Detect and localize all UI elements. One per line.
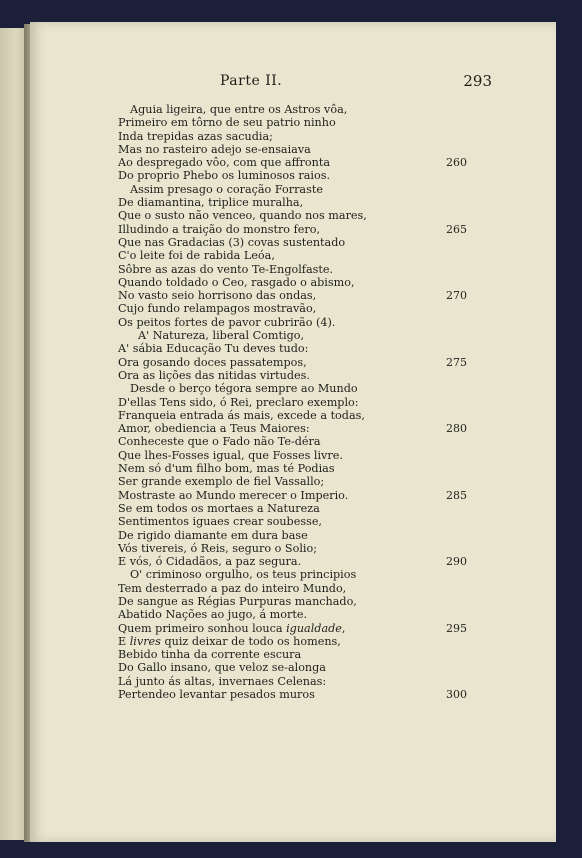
verse-line bbox=[118, 209, 538, 222]
verse-line bbox=[118, 435, 538, 448]
line-number: 280 bbox=[446, 422, 467, 436]
verse-line bbox=[118, 103, 538, 116]
verse-text: E vós, ó Cidadãos, a paz segura. bbox=[118, 555, 302, 569]
line-number: 270 bbox=[446, 289, 467, 303]
verse-line bbox=[118, 289, 538, 302]
verse-text: Do Gallo insano, que veloz se-alonga bbox=[118, 661, 326, 675]
verse-line bbox=[118, 196, 538, 209]
verse-text: De diamantina, triplice muralha, bbox=[118, 196, 304, 210]
verse-line bbox=[118, 595, 538, 608]
verse-text: E livres quiz deixar de todo os homens, bbox=[118, 634, 341, 648]
verse-line bbox=[118, 648, 538, 661]
verse-text: De rigido diamante em dura base bbox=[118, 528, 308, 542]
verse-text: Conheceste que o Fado não Te-déra bbox=[118, 435, 321, 449]
verse-text: Bebido tinha da corrente escura bbox=[118, 648, 302, 662]
verse-line bbox=[118, 169, 538, 182]
verse-text: Pertendeo levantar pesados muros bbox=[118, 688, 315, 702]
verse-line bbox=[118, 475, 538, 488]
verse-text: Desde o berço tégora sempre ao Mundo bbox=[130, 382, 358, 396]
line-number: 300 bbox=[446, 688, 467, 702]
verse-line bbox=[118, 116, 538, 129]
verse-line bbox=[118, 156, 538, 169]
verse-line bbox=[118, 382, 538, 395]
line-number: 285 bbox=[446, 488, 467, 502]
verse-line bbox=[118, 661, 538, 674]
verse-line bbox=[118, 462, 538, 475]
verse-text: Mas no rasteiro adejo se-ensaiava bbox=[118, 142, 311, 156]
running-header: Parte II. bbox=[220, 73, 283, 89]
verse-line bbox=[118, 143, 538, 156]
verse-line bbox=[118, 236, 538, 249]
verse-line bbox=[118, 489, 538, 502]
verse-text: Vós tivereis, ó Reis, seguro o Solio; bbox=[118, 541, 317, 555]
verse-text: C'o leite foi de rabida Leóa, bbox=[118, 249, 275, 263]
verse-text: Assim presago o coração Forraste bbox=[130, 182, 323, 196]
verse-line bbox=[118, 130, 538, 143]
verse-text: Os peitos fortes de pavor cubrirão (4). bbox=[118, 315, 336, 329]
verse-text: Do proprio Phebo os luminosos raios. bbox=[118, 169, 331, 183]
verse-line bbox=[118, 369, 538, 382]
verse-text: Aguia ligeira, que entre os Astros vôa, bbox=[130, 103, 348, 116]
verse-line bbox=[118, 688, 538, 701]
verse-text: Cujo fundo relampagos mostravão, bbox=[118, 302, 317, 316]
verse-line bbox=[118, 316, 538, 329]
verse-line bbox=[118, 422, 538, 435]
verse-text: Que o susto não venceo, quando nos mares, bbox=[118, 209, 367, 223]
verse-text: Ser grande exemplo de fiel Vassallo; bbox=[118, 475, 325, 489]
verse-line bbox=[118, 529, 538, 542]
verse-text: Primeiro em tôrno de seu patrio ninho bbox=[118, 116, 336, 130]
verse-line bbox=[118, 183, 538, 196]
line-number: 290 bbox=[446, 555, 467, 569]
verse-text: De sangue as Régias Purpuras manchado, bbox=[118, 594, 357, 608]
verse-line bbox=[118, 342, 538, 355]
verse-text: Ao despregado vôo, com que affronta bbox=[118, 156, 330, 170]
verse-line bbox=[118, 263, 538, 276]
page-number: 293 bbox=[463, 72, 492, 90]
verse-line bbox=[118, 635, 538, 648]
verse-line bbox=[118, 276, 538, 289]
verse-text: Abatido Nações ao jugo, á morte. bbox=[118, 608, 308, 622]
line-number: 275 bbox=[446, 355, 467, 369]
verse-text: A' Natureza, liberal Comtigo, bbox=[138, 329, 305, 343]
verse-line bbox=[118, 356, 538, 369]
verse-text: A' sábia Educação Tu deves tudo: bbox=[118, 342, 309, 356]
verse-text: Quem primeiro sonhou louca igualdade, bbox=[118, 621, 346, 635]
verse-text: Que lhes-Fosses igual, que Fosses livre. bbox=[118, 448, 343, 462]
line-number: 265 bbox=[446, 222, 467, 236]
verse-line bbox=[118, 622, 538, 635]
verse-line bbox=[118, 515, 538, 528]
verse-line bbox=[118, 582, 538, 595]
verse-text: Que nas Gradacias (3) covas sustentado bbox=[118, 235, 346, 249]
verse-text: Tem desterrado a paz do inteiro Mundo, bbox=[118, 581, 347, 595]
verse-text: Sentimentos iguaes crear soubesse, bbox=[118, 515, 322, 529]
verse-line bbox=[118, 542, 538, 555]
verse-line bbox=[118, 249, 538, 262]
verse-block bbox=[118, 103, 538, 701]
verse-text: Ora gosando doces passatempos, bbox=[118, 355, 307, 369]
verse-text: Inda trepidas azas sacudia; bbox=[118, 129, 273, 143]
verse-line bbox=[118, 568, 538, 581]
facing-page-edge bbox=[0, 28, 26, 840]
verse-line bbox=[118, 223, 538, 236]
verse-line bbox=[118, 608, 538, 621]
verse-text: Nem só d'um filho bom, mas té Podias bbox=[118, 462, 335, 476]
book-page bbox=[30, 22, 556, 842]
verse-text: D'ellas Tens sido, ó Rei, preclaro exemplo: bbox=[118, 395, 359, 409]
verse-line bbox=[118, 396, 538, 409]
verse-text: Sôbre as azas do vento Te-Engolfaste. bbox=[118, 262, 334, 276]
verse-text: Franqueia entrada ás mais, excede a todas, bbox=[118, 408, 365, 422]
verse-line bbox=[118, 409, 538, 422]
verse-line bbox=[118, 449, 538, 462]
verse-text: Se em todos os mortaes a Natureza bbox=[118, 501, 320, 515]
verse-line bbox=[118, 302, 538, 315]
line-number: 260 bbox=[446, 156, 467, 170]
verse-line bbox=[118, 675, 538, 688]
line-number: 295 bbox=[446, 621, 467, 635]
verse-line bbox=[118, 555, 538, 568]
verse-text: Ora as lições das nitidas virtudes. bbox=[118, 368, 310, 382]
verse-text: Illudindo a traição do monstro fero, bbox=[118, 222, 321, 236]
verse-text: No vasto seio horrisono das ondas, bbox=[118, 289, 317, 303]
verse-text: Amor, obediencia a Teus Maiores: bbox=[118, 422, 310, 436]
verse-text: Lá junto ás altas, invernaes Celenas: bbox=[118, 674, 327, 688]
verse-text: O' criminoso orgulho, os teus principios bbox=[130, 568, 357, 582]
verse-text: Mostraste ao Mundo merecer o Imperio. bbox=[118, 488, 349, 502]
verse-text: Quando toldado o Ceo, rasgado o abismo, bbox=[118, 275, 355, 289]
verse-line bbox=[118, 502, 538, 515]
verse-line bbox=[118, 329, 538, 342]
